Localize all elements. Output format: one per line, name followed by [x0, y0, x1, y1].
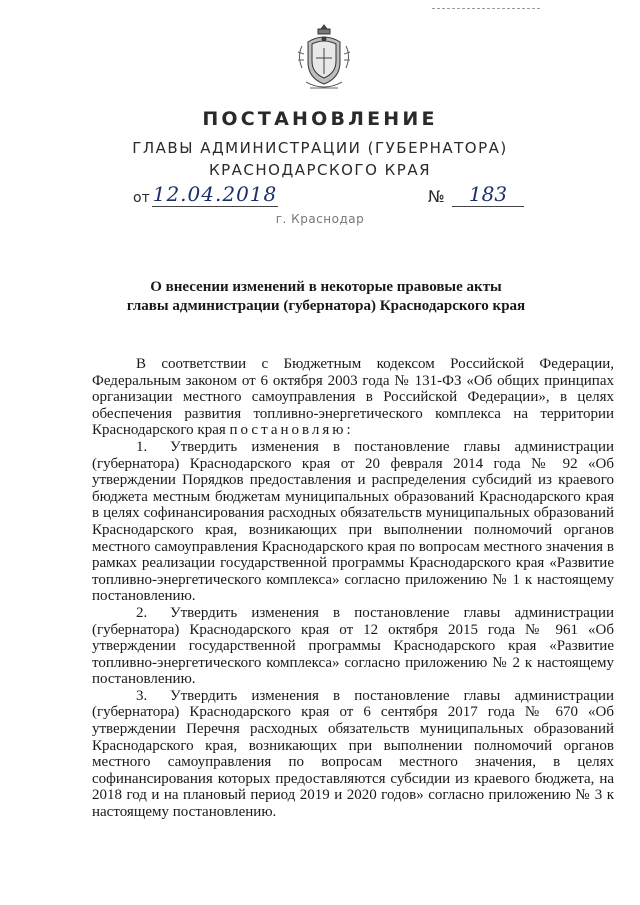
- preamble-paragraph: [92, 356, 614, 439]
- handwritten-date: 12.04.2018: [152, 182, 278, 206]
- issuer-line-2: КРАСНОДАРСКОГО КРАЯ: [208, 161, 432, 179]
- item-number: 1.: [136, 438, 148, 455]
- item-number: 2.: [136, 604, 148, 621]
- item-text: Утвердить изменения в постановление главы администрации (губернатора) Краснодарского края от 20 февраля 2014 года № 92 «Об утверждении Порядков предоставления и распределения субсидий из краевого бюджета местным бюджетам муниципальных образований Краснодарского края в целях софинансирования расходных обязательств муниципальных образований Краснодарского края, возникающих при выполнении полномочий органов местного самоуправления Краснодарского края по вопросам местного значения в рамках реализации государственной программы Краснодарского края «Развитие топливно-энергетического комплекса» согласно приложению № 1 к настоящему постановлению.: [92, 438, 614, 605]
- city-label: г. Краснодар: [275, 212, 365, 226]
- item-text: Утвердить изменения в постановление главы администрации (губернатора) Краснодарского края от 6 сентября 2017 года № 670 «Об утверждении Перечня расходных обязательств муниципальных образований Краснодарского края, возникающих при выполнении полномочий органов местного самоуправления по вопросам местного значения, в целях софинансирования которых предоставляются субсидии из краевого бюджета, на 2018 год и на плановый период 2019 и 2020 годов» согласно приложению № 3 к настоящему постановлению.: [92, 687, 614, 821]
- document-body: [92, 356, 614, 821]
- document-title: ПОСТАНОВЛЕНИЕ: [202, 108, 438, 130]
- item-paragraph: [92, 439, 614, 605]
- top-divider: [432, 8, 540, 9]
- handwritten-number: 183: [452, 182, 524, 207]
- coat-of-arms-emblem: [294, 22, 354, 96]
- decree-word: постановляю:: [229, 422, 354, 439]
- date-prefix-label: от: [133, 190, 150, 206]
- item-paragraph: [92, 605, 614, 688]
- preamble-text: В соответствии с Бюджетным кодексом Российской Федерации, Федеральным законом от 6 октября 2003 года № 131-ФЗ «Об общих принципах организации местного самоуправления в Российской Федерации», в целях обеспечения развития топливно-энергетического комплекса на территории Краснодарского края: [92, 356, 614, 439]
- date-number-row: [0, 182, 640, 212]
- subject-line-2: главы администрации (губернатора) Краснодарского края: [126, 298, 526, 314]
- item-text: Утвердить изменения в постановление главы администрации (губернатора) Краснодарского края от 12 октября 2015 года № 961 «Об утверждении государственной программы Краснодарского края «Развитие топливно-энергетического комплекса» согласно приложению № 2 к настоящему постановлению.: [92, 604, 614, 688]
- number-prefix-label: №: [428, 187, 445, 206]
- issuer-line-1: ГЛАВЫ АДМИНИСТРАЦИИ (ГУБЕРНАТОРА): [132, 139, 508, 157]
- item-paragraph: [92, 688, 614, 821]
- document-subject: [96, 278, 556, 316]
- item-number: 3.: [136, 687, 148, 704]
- subject-line-1: О внесении изменений в некоторые правовые акты: [150, 279, 502, 295]
